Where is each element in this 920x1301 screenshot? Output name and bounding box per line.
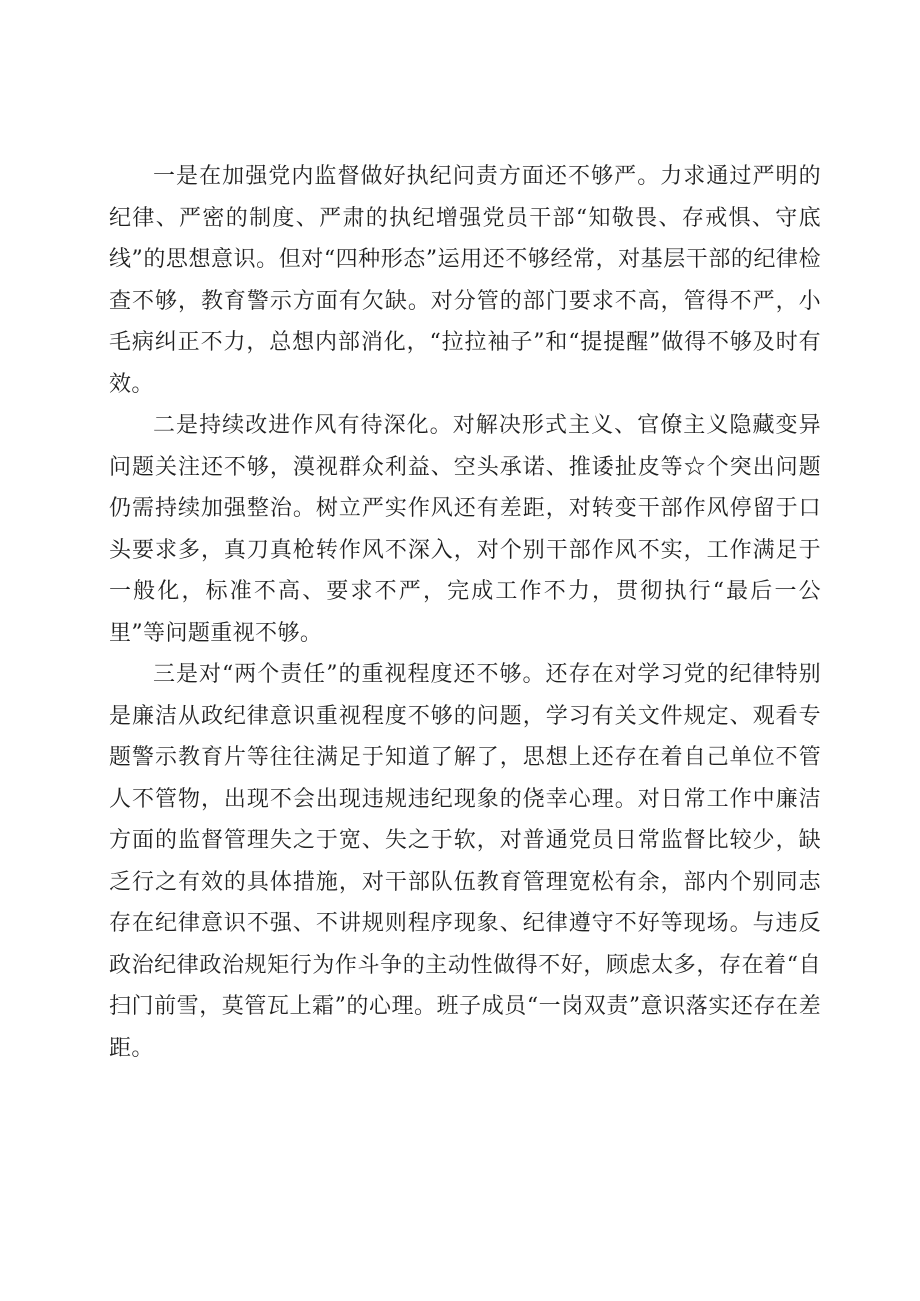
paragraph-3: 三是对“两个责任”的重视程度还不够。还存在对学习党的纪律特别是廉洁从政纪律意识重视程度不够的问题，学习有关文件规定、观看专题警示教育片等往往满足于知道了解了，思想上还存在着自己单位不管人不管物，出现不会出现违规违纪现象的侥幸心理。对日常工作中廉洁方面的监督管理失之于宽、失之于软，对普通党员日常监督比较少，缺乏行之有效的具体措施，对干部队伍教育管理宽松有余，部内个别同志存在纪律意识不强、不讲规则程序现象、纪律遵守不好等现场。与违反政治纪律政治规矩行为作斗争的主动性做得不好，顾虑太多，存在着“自扫门前雪，莫管瓦上霜”的心理。班子成员“一岗双责”意识落实还存在差距。 xyxy=(109,662,821,1061)
document-body xyxy=(109,156,821,1069)
paragraph-2: 二是持续改进作风有待深化。对解决形式主义、官僚主义隐藏变异问题关注还不够，漠视群众利益、空头承诺、推诿扯皮等☆个突出问题仍需持续加强整治。树立严实作风还有差距，对转变干部作风停留于口头要求多，真刀真枪转作风不深入，对个别干部作风不实，工作满足于一般化，标准不高、要求不严，完成工作不力，贯彻执行“最后一公里”等问题重视不够。 xyxy=(109,413,821,646)
paragraph-1: 一是在加强党内监督做好执纪问责方面还不够严。力求通过严明的纪律、严密的制度、严肃的执纪增强党员干部“知敬畏、存戒惧、守底线”的思想意识。但对“四种形态”运用还不够经常，对基层干部的纪律检查不够，教育警示方面有欠缺。对分管的部门要求不高，管得不严，小毛病纠正不力，总想内部消化，“拉拉袖子”和“提提醒”做得不够及时有效。 xyxy=(109,164,821,397)
